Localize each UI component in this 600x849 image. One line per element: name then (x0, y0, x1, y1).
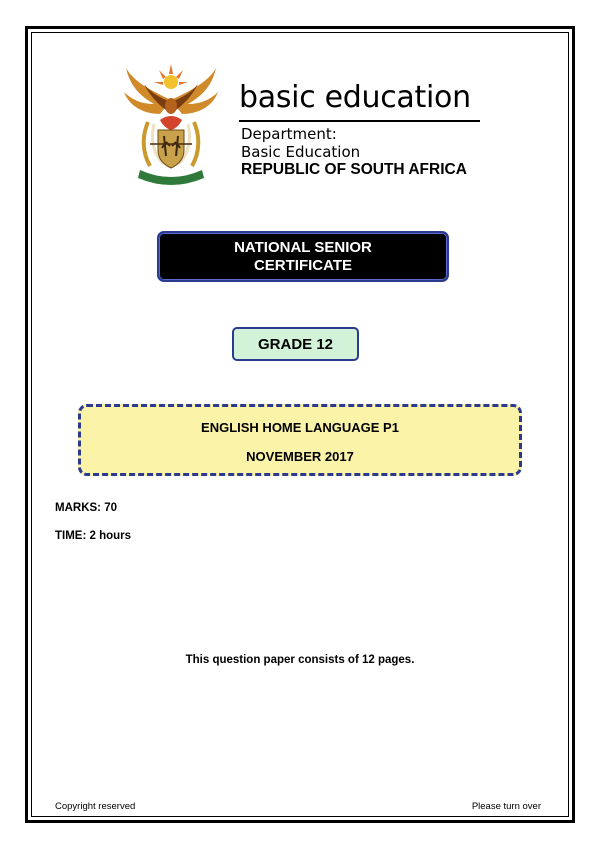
country-name: REPUBLIC OF SOUTH AFRICA (241, 161, 467, 178)
brand-underline (239, 120, 480, 122)
grade-label: GRADE 12 (257, 335, 334, 353)
department-name: Basic Education (241, 143, 361, 161)
subject-panel (78, 404, 522, 476)
footer-copyright: Copyright reserved (55, 801, 136, 812)
certificate-line-2: CERTIFICATE (253, 256, 353, 274)
footer-turn-over: Please turn over (471, 801, 541, 812)
subject-title: ENGLISH HOME LANGUAGE P1 (201, 420, 399, 435)
certificate-banner (157, 231, 449, 282)
coat-of-arms-icon (120, 60, 222, 188)
exam-session: NOVEMBER 2017 (246, 449, 354, 464)
certificate-line-1: NATIONAL SENIOR (234, 238, 372, 256)
page-count-note: This question paper consists of 12 pages. (185, 654, 415, 666)
time-label: TIME: 2 hours (55, 530, 132, 542)
marks-label: MARKS: 70 (55, 502, 117, 514)
brand-name: basic education (239, 80, 471, 115)
department-label: Department: (241, 125, 337, 143)
grade-badge (232, 327, 359, 361)
